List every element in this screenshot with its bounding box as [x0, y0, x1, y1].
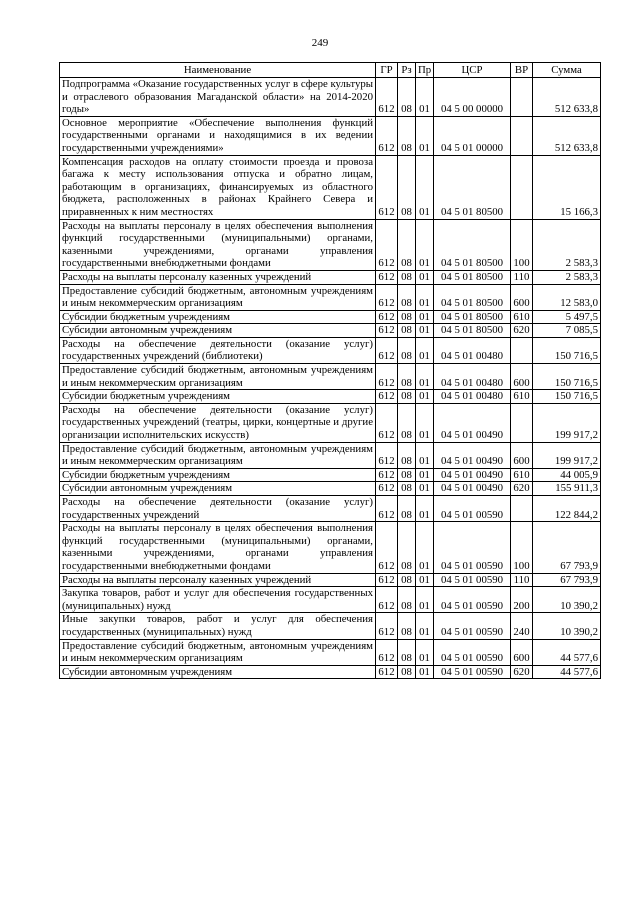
- table-row: [60, 390, 601, 404]
- cell-sum: 12 583,0: [533, 284, 601, 310]
- cell-vr: [511, 78, 533, 117]
- cell-name: Закупка товаров, работ и услуг для обеспечения государственных (муниципальных) нужд: [60, 587, 376, 613]
- cell-gr: 612: [376, 324, 398, 338]
- cell-pr: 01: [416, 587, 434, 613]
- cell-csr: 04 5 01 00590: [434, 665, 511, 679]
- cell-sum: 150 716,5: [533, 364, 601, 390]
- cell-gr: 612: [376, 284, 398, 310]
- cell-vr: 620: [511, 482, 533, 496]
- cell-rz: 08: [398, 496, 416, 522]
- cell-gr: 612: [376, 337, 398, 363]
- cell-name: Субсидии автономным учреждениям: [60, 482, 376, 496]
- cell-vr: 110: [511, 270, 533, 284]
- cell-csr: 04 5 01 00480: [434, 364, 511, 390]
- cell-vr: 620: [511, 324, 533, 338]
- table-row: [60, 587, 601, 613]
- cell-name: Подпрограмма «Оказание государственных услуг в сфере культуры и отраслевого образования Магаданской области» на 2014-2020 годы»: [60, 78, 376, 117]
- cell-pr: 01: [416, 270, 434, 284]
- budget-table: [59, 62, 601, 679]
- cell-name: Расходы на выплаты персоналу в целях обеспечения выполнения функций государственными (муниципальными) органами, казенными учреждениями, органами управления государственными внебюджетными фондами: [60, 522, 376, 573]
- cell-vr: 600: [511, 639, 533, 665]
- cell-rz: 08: [398, 284, 416, 310]
- table-header-row: [60, 63, 601, 78]
- cell-pr: 01: [416, 403, 434, 442]
- cell-sum: 10 390,2: [533, 613, 601, 639]
- cell-csr: 04 5 01 00590: [434, 639, 511, 665]
- cell-sum: 44 577,6: [533, 665, 601, 679]
- table-row: [60, 155, 601, 219]
- cell-rz: 08: [398, 403, 416, 442]
- cell-csr: 04 5 01 80500: [434, 155, 511, 219]
- header-pr: Пр: [416, 63, 434, 78]
- cell-name: Субсидии бюджетным учреждениям: [60, 310, 376, 324]
- cell-name: Иные закупки товаров, работ и услуг для обеспечения государственных (муниципальных) нужд: [60, 613, 376, 639]
- cell-rz: 08: [398, 155, 416, 219]
- cell-vr: 100: [511, 522, 533, 573]
- cell-gr: 612: [376, 496, 398, 522]
- table-row: [60, 78, 601, 117]
- cell-csr: 04 5 01 80500: [434, 270, 511, 284]
- cell-vr: 600: [511, 284, 533, 310]
- cell-gr: 612: [376, 219, 398, 270]
- cell-vr: [511, 337, 533, 363]
- cell-vr: 610: [511, 310, 533, 324]
- cell-pr: 01: [416, 337, 434, 363]
- table-row: [60, 219, 601, 270]
- cell-gr: 612: [376, 613, 398, 639]
- cell-name: Основное мероприятие «Обеспечение выполнения функций государственными органами и находящимися в их ведении государственными учреждениями»: [60, 116, 376, 155]
- cell-name: Субсидии автономным учреждениям: [60, 324, 376, 338]
- cell-rz: 08: [398, 665, 416, 679]
- cell-rz: 08: [398, 482, 416, 496]
- cell-vr: 620: [511, 665, 533, 679]
- cell-sum: 44 577,6: [533, 639, 601, 665]
- cell-csr: 04 5 01 00590: [434, 522, 511, 573]
- table-row: [60, 310, 601, 324]
- table-body: [60, 78, 601, 679]
- cell-pr: 01: [416, 468, 434, 482]
- cell-name: Предоставление субсидий бюджетным, автономным учреждениям и иным некоммерческим организациям: [60, 442, 376, 468]
- cell-name: Субсидии бюджетным учреждениям: [60, 468, 376, 482]
- cell-gr: 612: [376, 482, 398, 496]
- table-row: [60, 116, 601, 155]
- cell-csr: 04 5 01 00590: [434, 573, 511, 587]
- cell-sum: 7 085,5: [533, 324, 601, 338]
- cell-name: Субсидии бюджетным учреждениям: [60, 390, 376, 404]
- header-gr: ГР: [376, 63, 398, 78]
- cell-pr: 01: [416, 310, 434, 324]
- cell-rz: 08: [398, 390, 416, 404]
- cell-csr: 04 5 01 00490: [434, 403, 511, 442]
- cell-sum: 150 716,5: [533, 337, 601, 363]
- cell-gr: 612: [376, 310, 398, 324]
- table-row: [60, 468, 601, 482]
- table-row: [60, 284, 601, 310]
- cell-gr: 612: [376, 522, 398, 573]
- table-row: [60, 522, 601, 573]
- cell-gr: 612: [376, 468, 398, 482]
- cell-gr: 612: [376, 270, 398, 284]
- cell-pr: 01: [416, 482, 434, 496]
- cell-vr: [511, 116, 533, 155]
- cell-gr: 612: [376, 587, 398, 613]
- cell-rz: 08: [398, 587, 416, 613]
- table-row: [60, 613, 601, 639]
- cell-gr: 612: [376, 78, 398, 117]
- cell-name: Расходы на выплаты персоналу в целях обеспечения выполнения функций государственными (муниципальными) органами, казенными учреждениями, органами управления государственными внебюджетными фондами: [60, 219, 376, 270]
- cell-sum: 67 793,9: [533, 573, 601, 587]
- cell-pr: 01: [416, 155, 434, 219]
- table-row: [60, 665, 601, 679]
- cell-vr: 600: [511, 442, 533, 468]
- cell-pr: 01: [416, 364, 434, 390]
- cell-name: Компенсация расходов на оплату стоимости проезда и провоза багажа к месту использования отпуска и обратно лицам, работающим в организациях, финансируемых из областного бюджета, расположенных в районах Крайнего Севера и приравненных к ним местностях: [60, 155, 376, 219]
- cell-gr: 612: [376, 155, 398, 219]
- cell-rz: 08: [398, 310, 416, 324]
- cell-sum: 67 793,9: [533, 522, 601, 573]
- cell-csr: 04 5 01 00490: [434, 442, 511, 468]
- cell-vr: [511, 155, 533, 219]
- cell-sum: 44 005,9: [533, 468, 601, 482]
- cell-csr: 04 5 00 00000: [434, 78, 511, 117]
- cell-vr: 240: [511, 613, 533, 639]
- cell-csr: 04 5 01 00480: [434, 337, 511, 363]
- cell-csr: 04 5 01 00490: [434, 468, 511, 482]
- cell-rz: 08: [398, 573, 416, 587]
- cell-csr: 04 5 01 80500: [434, 219, 511, 270]
- cell-pr: 01: [416, 639, 434, 665]
- cell-vr: 600: [511, 364, 533, 390]
- cell-vr: 110: [511, 573, 533, 587]
- page-number: 249: [311, 37, 329, 49]
- cell-pr: 01: [416, 522, 434, 573]
- cell-name: Субсидии автономным учреждениям: [60, 665, 376, 679]
- cell-rz: 08: [398, 522, 416, 573]
- table-row: [60, 482, 601, 496]
- cell-gr: 612: [376, 442, 398, 468]
- cell-vr: 100: [511, 219, 533, 270]
- cell-name: Расходы на обеспечение деятельности (оказание услуг) государственных учреждений: [60, 496, 376, 522]
- cell-csr: 04 5 01 00490: [434, 482, 511, 496]
- cell-gr: 612: [376, 390, 398, 404]
- table-row: [60, 270, 601, 284]
- cell-pr: 01: [416, 78, 434, 117]
- cell-sum: 199 917,2: [533, 442, 601, 468]
- cell-name: Расходы на выплаты персоналу казенных учреждений: [60, 573, 376, 587]
- cell-gr: 612: [376, 573, 398, 587]
- cell-pr: 01: [416, 665, 434, 679]
- cell-gr: 612: [376, 364, 398, 390]
- header-rz: Рз: [398, 63, 416, 78]
- cell-gr: 612: [376, 116, 398, 155]
- cell-csr: 04 5 01 00000: [434, 116, 511, 155]
- header-name: Наименование: [60, 63, 376, 78]
- table-row: [60, 403, 601, 442]
- cell-rz: 08: [398, 337, 416, 363]
- table-row: [60, 337, 601, 363]
- cell-pr: 01: [416, 496, 434, 522]
- cell-rz: 08: [398, 116, 416, 155]
- header-csr: ЦСР: [434, 63, 511, 78]
- table-row: [60, 496, 601, 522]
- cell-sum: 5 497,5: [533, 310, 601, 324]
- cell-rz: 08: [398, 78, 416, 117]
- cell-pr: 01: [416, 442, 434, 468]
- cell-sum: 2 583,3: [533, 219, 601, 270]
- cell-name: Расходы на обеспечение деятельности (оказание услуг) государственных учреждений (театры, цирки, концертные и другие организации исполнительских искусств): [60, 403, 376, 442]
- cell-vr: [511, 496, 533, 522]
- cell-vr: 610: [511, 390, 533, 404]
- table-row: [60, 364, 601, 390]
- cell-csr: 04 5 01 00590: [434, 613, 511, 639]
- cell-csr: 04 5 01 80500: [434, 284, 511, 310]
- cell-pr: 01: [416, 284, 434, 310]
- cell-sum: 10 390,2: [533, 587, 601, 613]
- cell-name: Расходы на выплаты персоналу казенных учреждений: [60, 270, 376, 284]
- cell-csr: 04 5 01 00590: [434, 496, 511, 522]
- cell-rz: 08: [398, 639, 416, 665]
- cell-sum: 2 583,3: [533, 270, 601, 284]
- cell-name: Расходы на обеспечение деятельности (оказание услуг) государственных учреждений (библиотеки): [60, 337, 376, 363]
- cell-pr: 01: [416, 390, 434, 404]
- cell-vr: 200: [511, 587, 533, 613]
- cell-vr: 610: [511, 468, 533, 482]
- cell-rz: 08: [398, 364, 416, 390]
- cell-sum: 150 716,5: [533, 390, 601, 404]
- cell-gr: 612: [376, 403, 398, 442]
- cell-pr: 01: [416, 219, 434, 270]
- cell-sum: 512 633,8: [533, 78, 601, 117]
- cell-gr: 612: [376, 665, 398, 679]
- cell-csr: 04 5 01 00480: [434, 390, 511, 404]
- cell-sum: 122 844,2: [533, 496, 601, 522]
- cell-rz: 08: [398, 442, 416, 468]
- cell-vr: [511, 403, 533, 442]
- table-row: [60, 442, 601, 468]
- cell-rz: 08: [398, 468, 416, 482]
- cell-gr: 612: [376, 639, 398, 665]
- cell-name: Предоставление субсидий бюджетным, автономным учреждениям и иным некоммерческим организациям: [60, 364, 376, 390]
- cell-csr: 04 5 01 80500: [434, 310, 511, 324]
- cell-csr: 04 5 01 00590: [434, 587, 511, 613]
- cell-pr: 01: [416, 116, 434, 155]
- cell-name: Предоставление субсидий бюджетным, автономным учреждениям и иным некоммерческим организациям: [60, 639, 376, 665]
- table-row: [60, 324, 601, 338]
- header-vr: ВР: [511, 63, 533, 78]
- cell-sum: 155 911,3: [533, 482, 601, 496]
- cell-pr: 01: [416, 324, 434, 338]
- cell-sum: 15 166,3: [533, 155, 601, 219]
- cell-rz: 08: [398, 613, 416, 639]
- cell-sum: 512 633,8: [533, 116, 601, 155]
- cell-rz: 08: [398, 219, 416, 270]
- cell-csr: 04 5 01 80500: [434, 324, 511, 338]
- cell-sum: 199 917,2: [533, 403, 601, 442]
- cell-rz: 08: [398, 270, 416, 284]
- cell-name: Предоставление субсидий бюджетным, автономным учреждениям и иным некоммерческим организациям: [60, 284, 376, 310]
- table-row: [60, 639, 601, 665]
- cell-pr: 01: [416, 573, 434, 587]
- cell-pr: 01: [416, 613, 434, 639]
- cell-rz: 08: [398, 324, 416, 338]
- table-row: [60, 573, 601, 587]
- header-sum: Сумма: [533, 63, 601, 78]
